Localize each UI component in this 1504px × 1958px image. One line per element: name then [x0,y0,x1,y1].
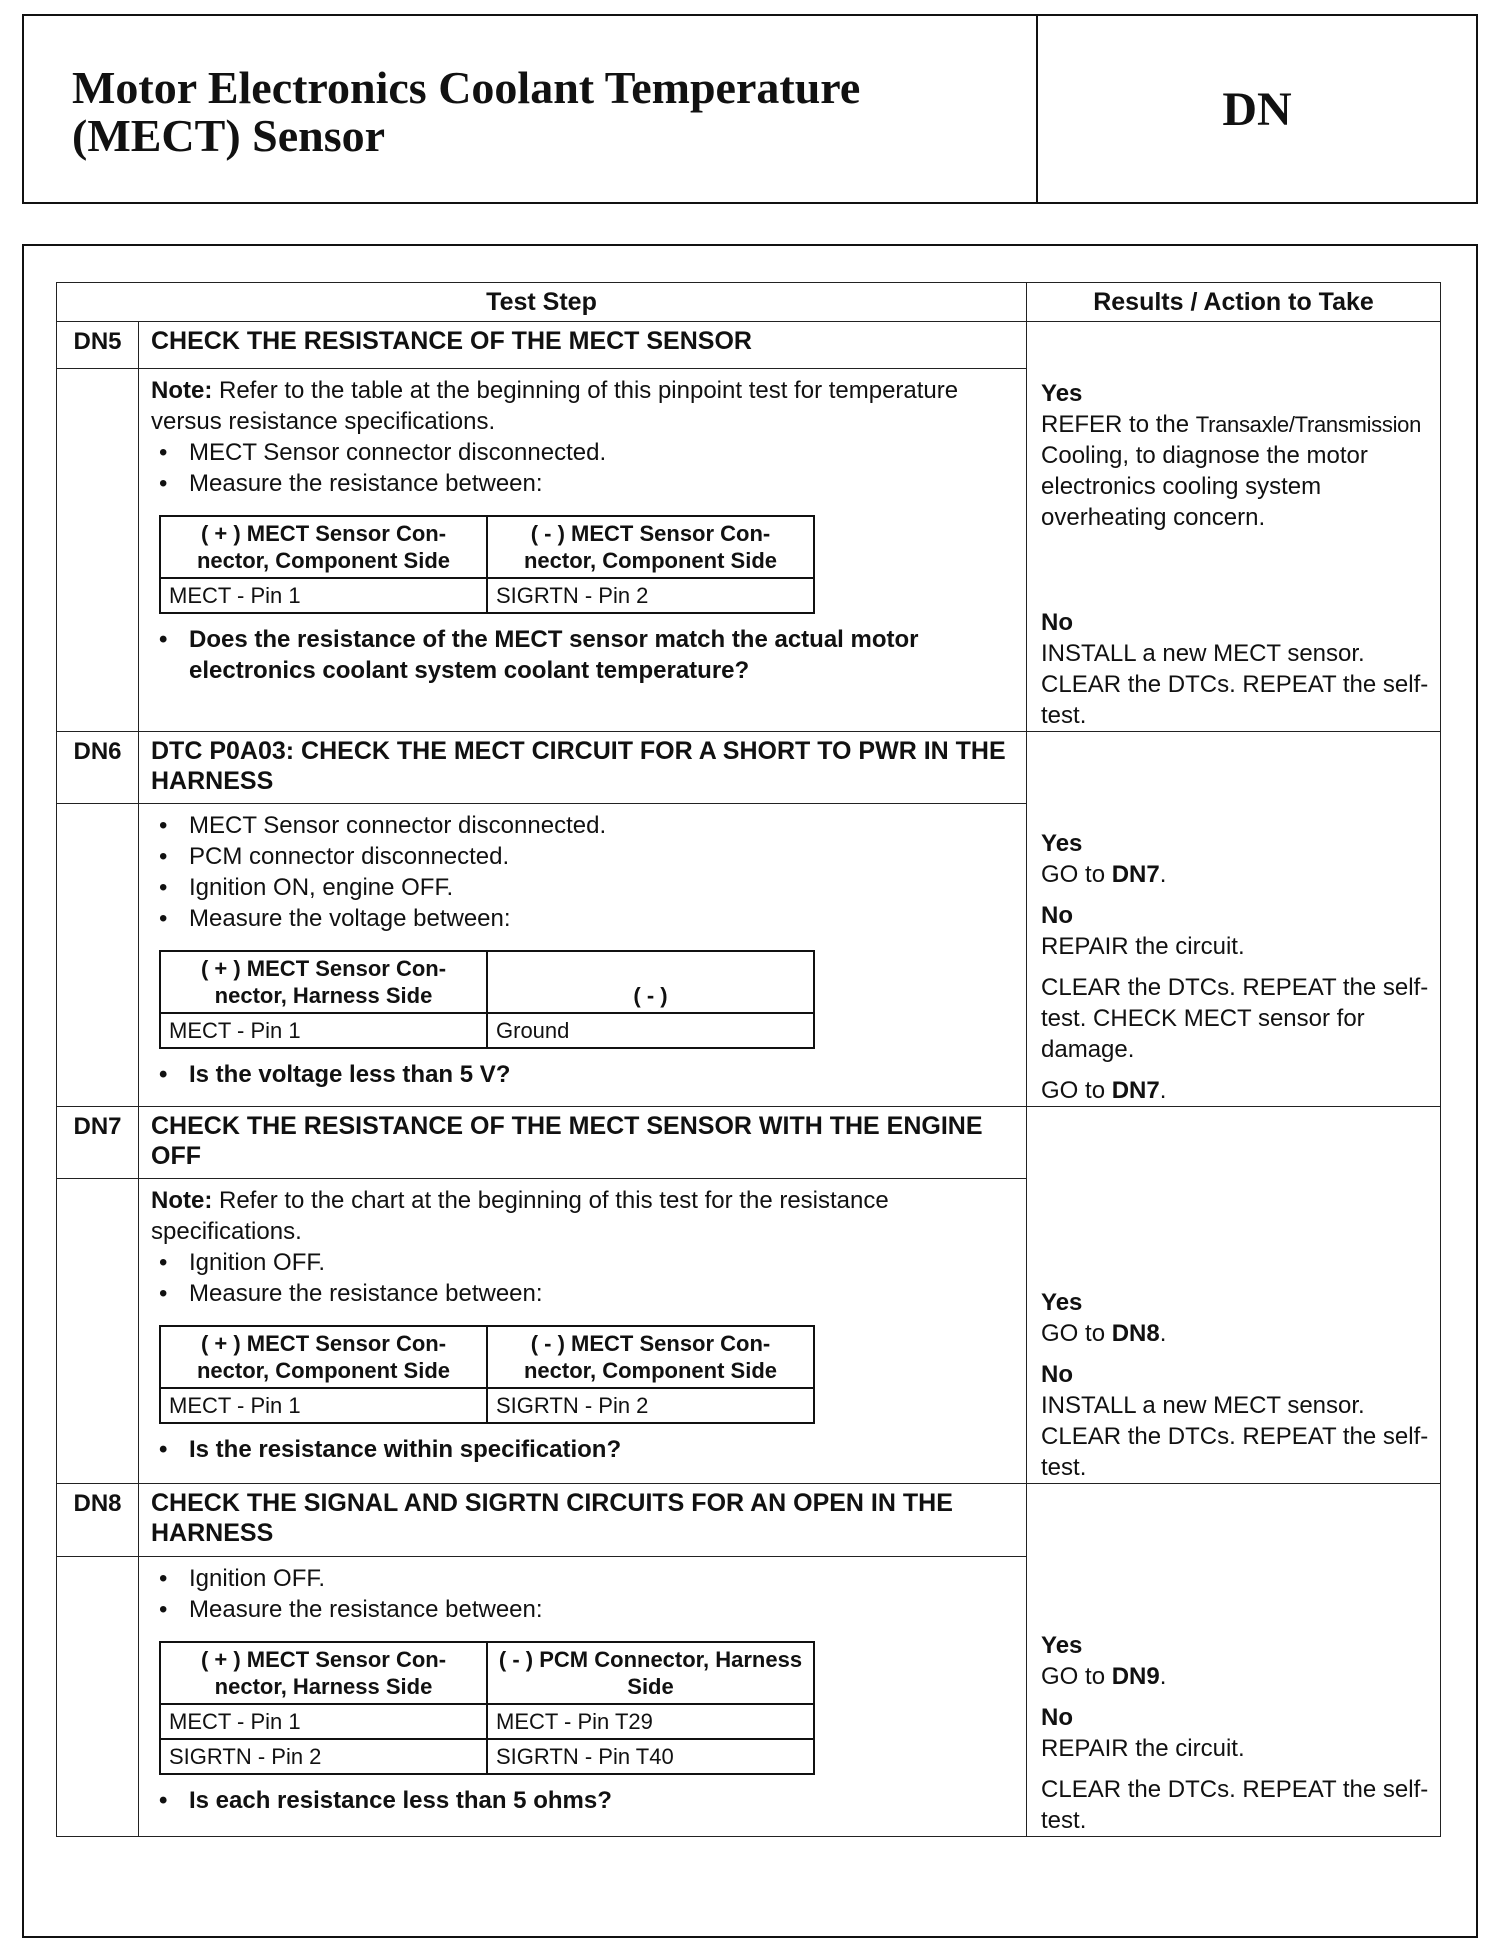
step-note: Note: Refer to the chart at the beginning of this test for the resistance specifications. [151,1187,889,1246]
page-title: Motor Electronics Coolant Temperature (MECT) Sensor [72,62,861,161]
step-dn6-title-row [57,732,1441,804]
step-bullets: • Ignition OFF. • Measure the resistance between: [151,1247,1014,1309]
step-bullets: • MECT Sensor connector disconnected. • PCM connector disconnected. • Ignition ON, engine OFF. • Measure the voltage between: [151,810,1014,934]
test-step-header: Test Step [57,283,1027,322]
measurement-table: ( + ) MECT Sensor Con- nector, Component Side ( - ) MECT Sensor Con- nector, Component Side MECT - Pin 1 SIGRTN - Pin 2 [159,515,815,614]
step-dn5-title-row [57,322,1441,369]
measurement-table: ( + ) MECT Sensor Con- nector, Harness Side ( - ) MECT - Pin 1 Ground [159,950,815,1049]
step-bullets: • Ignition OFF. • Measure the resistance between: [151,1563,1014,1625]
yes-label: Yes [1041,1632,1083,1659]
section-code: DN [1222,82,1292,136]
step-title: DTC P0A03: CHECK THE MECT CIRCUIT FOR A SHORT TO PWR IN THE HARNESS [139,732,1027,804]
step-dn7-results: Yes GO to DN8. No INSTALL a new MECT sensor. CLEAR the DTCs. REPEAT the self-test. [1027,1107,1441,1484]
step-dn8-results: Yes GO to DN9. No REPAIR the circuit. CLEAR the DTCs. REPEAT the self-test. [1027,1484,1441,1837]
no-action: INSTALL a new MECT sensor. CLEAR the DTCs. REPEAT the self-test. [1041,640,1429,729]
step-id: DN5 [57,322,139,369]
no-action: INSTALL a new MECT sensor. CLEAR the DTCs. REPEAT the self-test. [1041,1392,1429,1481]
step-dn8-title-row [57,1484,1441,1557]
no-label: No [1041,1704,1074,1731]
pinpoint-test-table [56,282,1441,1837]
step-dn8-body [139,1557,1027,1837]
step-question: • Is the voltage less than 5 V? [189,1059,1014,1090]
step-id: DN6 [57,732,139,804]
no-label: No [1041,609,1074,636]
measurement-table: ( + ) MECT Sensor Con- nector, Component Side ( - ) MECT Sensor Con- nector, Component Side MECT - Pin 1 SIGRTN - Pin 2 [159,1325,815,1424]
step-dn5-body [139,369,1027,732]
yes-label: Yes [1041,380,1083,407]
no-label: No [1041,1361,1074,1388]
results-header: Results / Action to Take [1027,283,1441,322]
step-note: Note: Refer to the table at the beginning of this pinpoint test for temperature versus resistance specifications. [151,377,959,435]
step-question: • Is the resistance within specification? [189,1434,1014,1465]
step-dn5-results: Yes REFER to the Transaxle/Transmission Cooling, to diagnose the motor electronics cooling system overheating concern. No INSTALL a new MECT sensor. CLEAR the DTCs. REPEAT the self-test. [1027,322,1441,732]
step-question: • Does the resistance of the MECT sensor match the actual motor electronics coolant system coolant temperature? [189,624,1014,686]
measurement-table: ( + ) MECT Sensor Con- nector, Harness Side ( - ) PCM Connector, Harness Side MECT - Pin 1 MECT - Pin T29 SIGRTN - Pin 2 SIGRTN - Pin T40 [159,1641,815,1775]
step-title: CHECK THE SIGNAL AND SIGRTN CIRCUITS FOR AN OPEN IN THE HARNESS [139,1484,1027,1557]
step-dn7-title-row [57,1107,1441,1179]
table-header-row [57,283,1441,322]
step-id: DN7 [57,1107,139,1179]
page-header [22,14,1478,204]
step-title: CHECK THE RESISTANCE OF THE MECT SENSOR WITH THE ENGINE OFF [139,1107,1027,1179]
step-dn7-body [139,1179,1027,1484]
step-question: • Is each resistance less than 5 ohms? [189,1785,1014,1816]
step-bullets: • MECT Sensor connector disconnected. • Measure the resistance between: [151,437,1014,499]
step-id: DN8 [57,1484,139,1557]
yes-label: Yes [1041,1289,1083,1316]
step-dn6-results: Yes GO to DN7. No REPAIR the circuit. CLEAR the DTCs. REPEAT the self-test. CHECK MECT sensor for damage. GO to DN7. [1027,732,1441,1107]
step-title: CHECK THE RESISTANCE OF THE MECT SENSOR [139,322,1027,369]
yes-label: Yes [1041,830,1083,857]
step-dn6-body [139,803,1027,1106]
no-label: No [1041,902,1074,929]
